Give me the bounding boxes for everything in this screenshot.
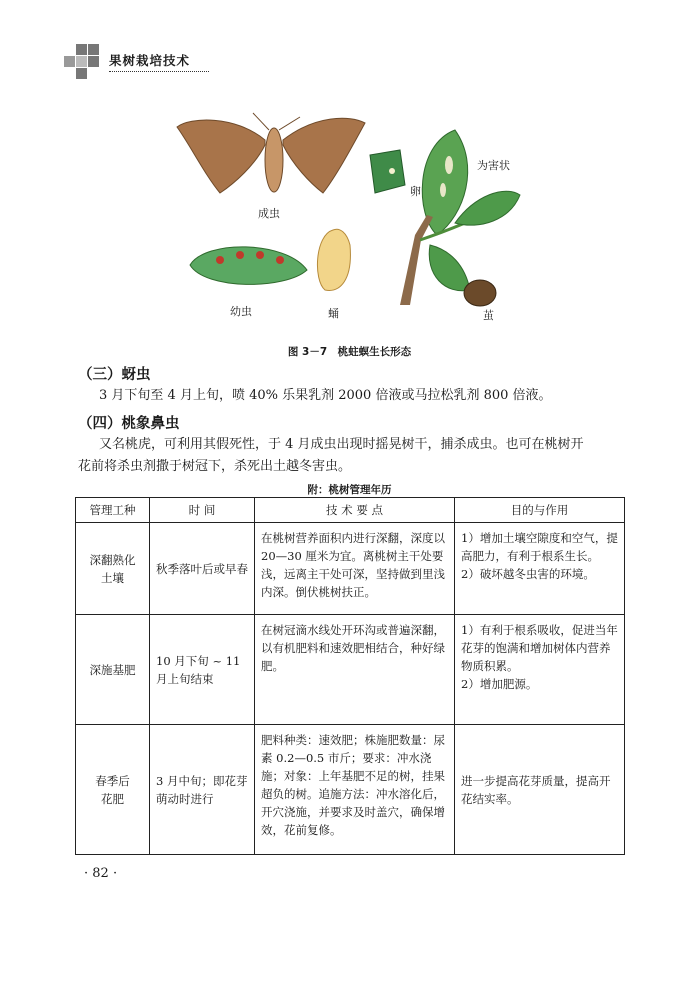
cell-type-line: 土壤 [101, 570, 124, 585]
moth-image [177, 113, 365, 193]
purpose-item: 1）增加土壤空隙度和空气，提高肥力，有利于根系生长。 [461, 531, 618, 563]
header-type: 管理工种 [76, 498, 150, 523]
label-damage: 为害状 [477, 159, 510, 172]
section-heading-weevil: （四）桃象鼻虫 [78, 416, 180, 432]
decor-square [88, 56, 99, 67]
paragraph-weevil-line1: 又名桃虎，可利用其假死性，于 4 月成虫出现时摇晃树干，捕杀成虫。也可在桃树开 [99, 437, 584, 452]
table-row [76, 725, 625, 855]
purpose-item: 1）有利于根系吸收，促进当年花芽的饱满和增加树体内营养物质积累。 [461, 623, 618, 673]
label-larva: 幼虫 [230, 305, 252, 318]
egg-leaf-image [370, 150, 405, 193]
running-title: 果树栽培技术 [109, 53, 191, 68]
decor-square [88, 44, 99, 55]
decor-square [76, 44, 87, 55]
cocoon-image [464, 280, 496, 306]
paragraph-weevil-line2: 花前将杀虫剂撒于树冠下，杀死出土越冬害虫。 [78, 459, 352, 474]
decor-square [76, 68, 87, 79]
paragraph-aphid: 3 月下旬至 4 月上旬，喷 40% 乐果乳剂 2000 倍液或马拉松乳剂 800 倍液。 [99, 388, 552, 403]
figure-illustration [165, 105, 545, 335]
cell-type-line: 深施基肥 [89, 662, 136, 677]
branch-image [400, 191, 520, 305]
cell-points: 在桃树营养面积内进行深翻，深度以 20—30 厘米为宜。离桃树主干处要浅，远离主干处可深，坚持做到里浅内深。倒伏桃树扶正。 [255, 523, 455, 615]
label-egg: 卵 [410, 185, 421, 198]
label-pupa: 蛹 [328, 307, 339, 320]
cell-points: 肥料种类：速效肥；株施肥数量：尿素 0.2—0.5 市斤；要求：冲水浇施；对象：上年基肥不足的树，挂果超负的树。追施方法：冲水溶化后，开穴浇施，并要求及时盖穴，确保增效，花前复修。 [255, 725, 455, 855]
purpose-item: 2）破坏越冬虫害的环境。 [461, 567, 595, 581]
figure-caption: 图 3－7 桃蛀螟生长形态 [287, 346, 412, 358]
purpose-item: 进一步提高花芽质量，提高开花结实率。 [461, 773, 611, 806]
header-rule [109, 71, 209, 72]
header-purpose: 目的与作用 [455, 498, 625, 523]
cell-type [76, 615, 150, 725]
cell-type [76, 725, 150, 855]
cell-purpose [455, 523, 625, 615]
header-time: 时 间 [150, 498, 255, 523]
decor-square [64, 56, 75, 67]
cell-type-line: 深翻熟化 [89, 552, 136, 567]
pupa-image [317, 229, 350, 290]
table-caption: 附：桃树管理年历 [307, 484, 392, 496]
pest-lifecycle-drawing [165, 105, 545, 335]
cell-time: 3 月中旬；即花芽萌动时进行 [150, 725, 255, 855]
cell-type-line: 春季后 [95, 773, 130, 788]
label-adult: 成虫 [258, 207, 280, 220]
cell-purpose [455, 725, 625, 855]
larva-image [190, 247, 307, 285]
cell-type-line: 花肥 [101, 791, 124, 806]
purpose-item: 2）增加肥源。 [461, 677, 538, 691]
section-heading-aphid: （三）蚜虫 [78, 367, 151, 383]
table-header-row [76, 498, 625, 523]
cell-purpose [455, 615, 625, 725]
header-points: 技 术 要 点 [255, 498, 455, 523]
cell-type [76, 523, 150, 615]
cell-time: 秋季落叶后或早春 [150, 523, 255, 615]
cell-points: 在树冠滴水线处开环沟或普遍深翻，以有机肥料和速效肥相结合，种好绿肥。 [255, 615, 455, 725]
table-row [76, 523, 625, 615]
page-number: · 82 · [84, 866, 118, 881]
management-calendar-table [75, 497, 625, 855]
decor-square [76, 56, 87, 67]
cell-time: 10 月下旬 ~ 11 月上旬结束 [150, 615, 255, 725]
table-row [76, 615, 625, 725]
label-cocoon: 茧 [483, 309, 494, 322]
